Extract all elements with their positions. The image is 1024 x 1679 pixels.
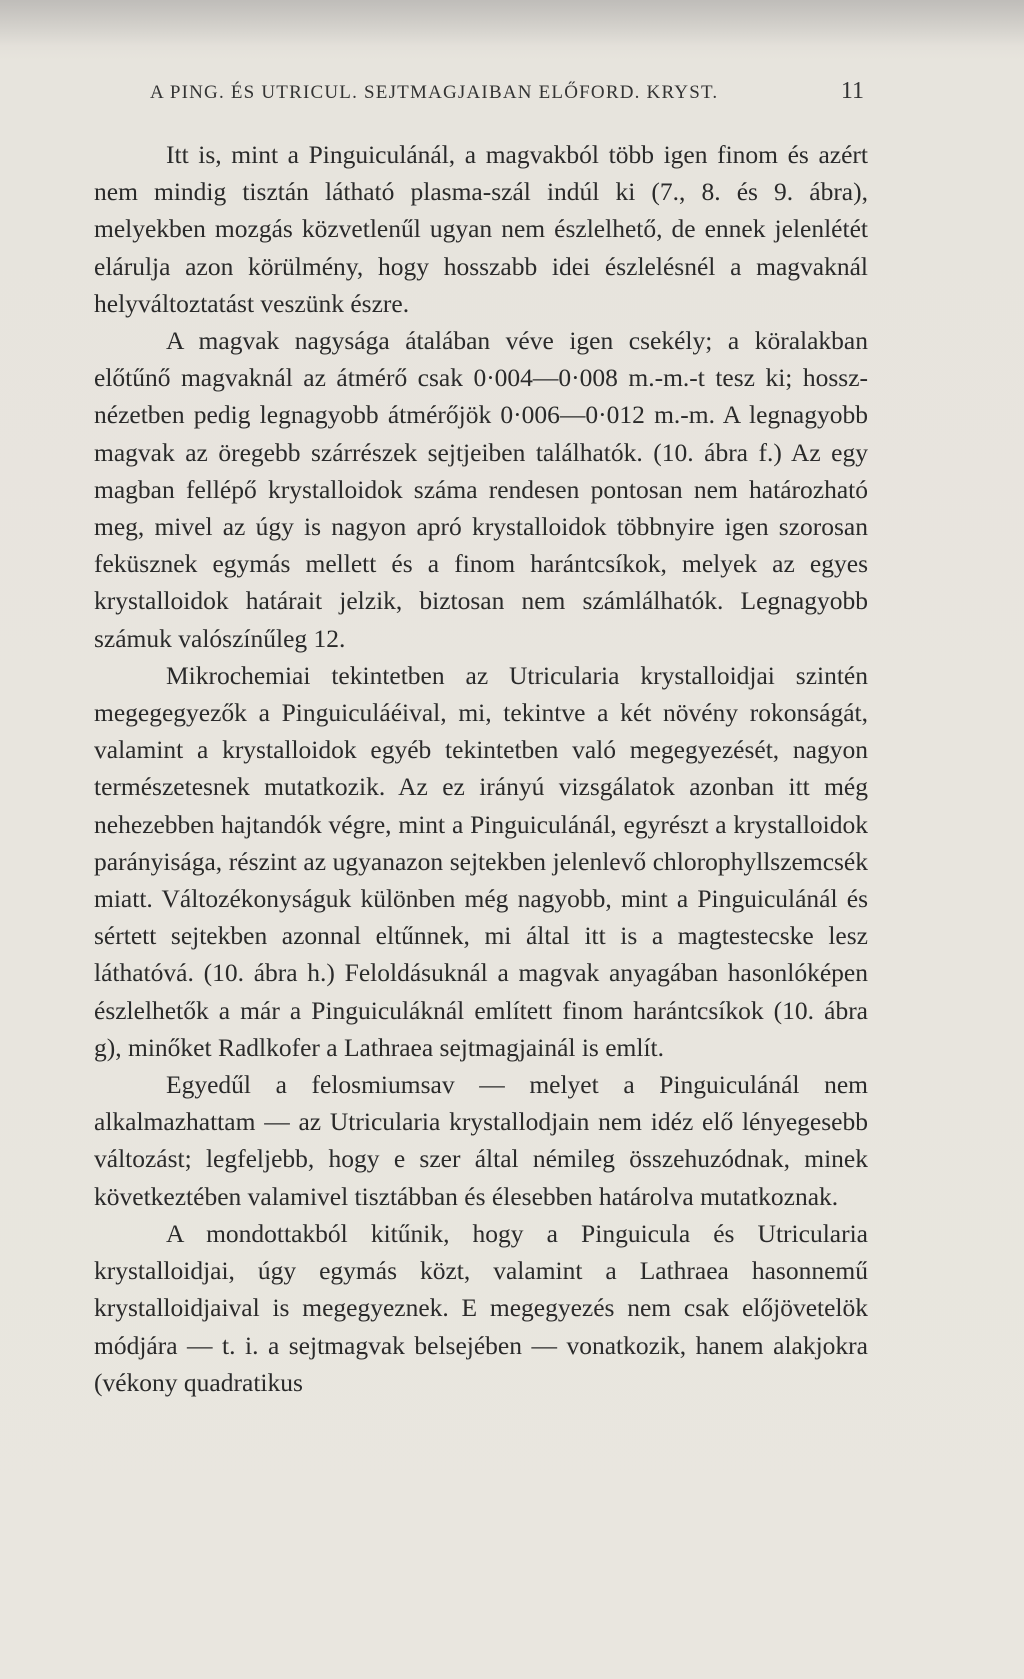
- paragraph-2: A magvak nagysága átalában véve igen csekély; a köralakban előtűnő magvaknál az átmérő csak 0·004—0·008 m.-m.-t tesz ki; hossz-nézetben pedig legnagyobb átmérőjök 0·006—0·012 m.-m. A legnagyobb magvak az öregebb szárrészek sejtjeiben találhatók. (10. ábra f.) Az egy magban fellépő krystalloidok száma rendesen pontosan nem határozható meg, mivel az úgy is nagyon apró krystalloidok többnyire igen szorosan feküsznek egymás mellett és a finom harántcsíkok, melyek az egyes krystalloidok határait jelzik, biztosan nem számlálhatók. Legnagyobb számuk valószínűleg 12.: [94, 326, 868, 653]
- paragraph-5: A mondottakból kitűnik, hogy a Pinguicula és Utricularia krystalloidjai, úgy egymás közt, valamint a Lathraea hasonnemű krystalloidjaival is megegyeznek. E megegyezés nem csak előjövetelök módjára — t. i. a sejtmagvak belsejében — vonatkozik, hanem alakjokra (vékony quadratikus: [94, 1218, 868, 1397]
- paragraph-1: Itt is, mint a Pinguiculánál, a magvakból több igen finom és azért nem mindig tisztán látható plasma-szál indúl ki (7., 8. és 9. ábra), melyekben mozgás közvetlenűl ugyan nem észlelhető, de ennek jelenlétét elárulja azon körülmény, hogy hosszabb idei észlelésnél a magvaknál helyváltoztatást veszünk észre.: [94, 140, 868, 318]
- running-head: A PING. ÉS UTRICUL. SEJTMAGJAIBAN ELŐFORD. KRYST.: [150, 82, 719, 103]
- page-header: [150, 78, 864, 108]
- page-number: 11: [840, 78, 864, 104]
- body-text: [94, 136, 868, 1401]
- paragraph-4: Egyedűl a felosmiumsav — melyet a Pinguiculánál nem alkalmazhattam — az Utricularia krystallodjain nem idéz elő lényegesebb változást; legfeljebb, hogy e szer által némileg összehuzódnak, minek következtében valamivel tisztábban és élesebben határolva mutatkoznak.: [94, 1070, 868, 1211]
- paragraph-3: Mikrochemiai tekintetben az Utricularia krystalloidjai szintén megegegyezők a Pinguiculáéival, mi, tekintve a két növény rokonságát, valamint a krystalloidok egyéb tekintetben való megegyezését, nagyon természetesnek mutatkozik. Az ez irányú vizsgálatok azonban itt még nehezebben hajtandók végre, mint a Pinguiculánál, egyrészt a krystalloidok parányisága, részint az ugyanazon sejtekben jelenlevő chlorophyllszemcsék miatt. Változékonyságuk különben még nagyobb, mint a Pinguiculánál és sértett sejtekben azonnal eltűnnek, mi által itt is a magtestecske lesz láthatóvá. (10. ábra h.) Feloldásuknál a magvak anyagában hasonlóképen észlelhetők a már a Pinguiculáknál említett finom harántcsíkok (10. ábra g), minőket Radlkofer a Lathraea sejtmagjainál is említ.: [94, 660, 868, 1062]
